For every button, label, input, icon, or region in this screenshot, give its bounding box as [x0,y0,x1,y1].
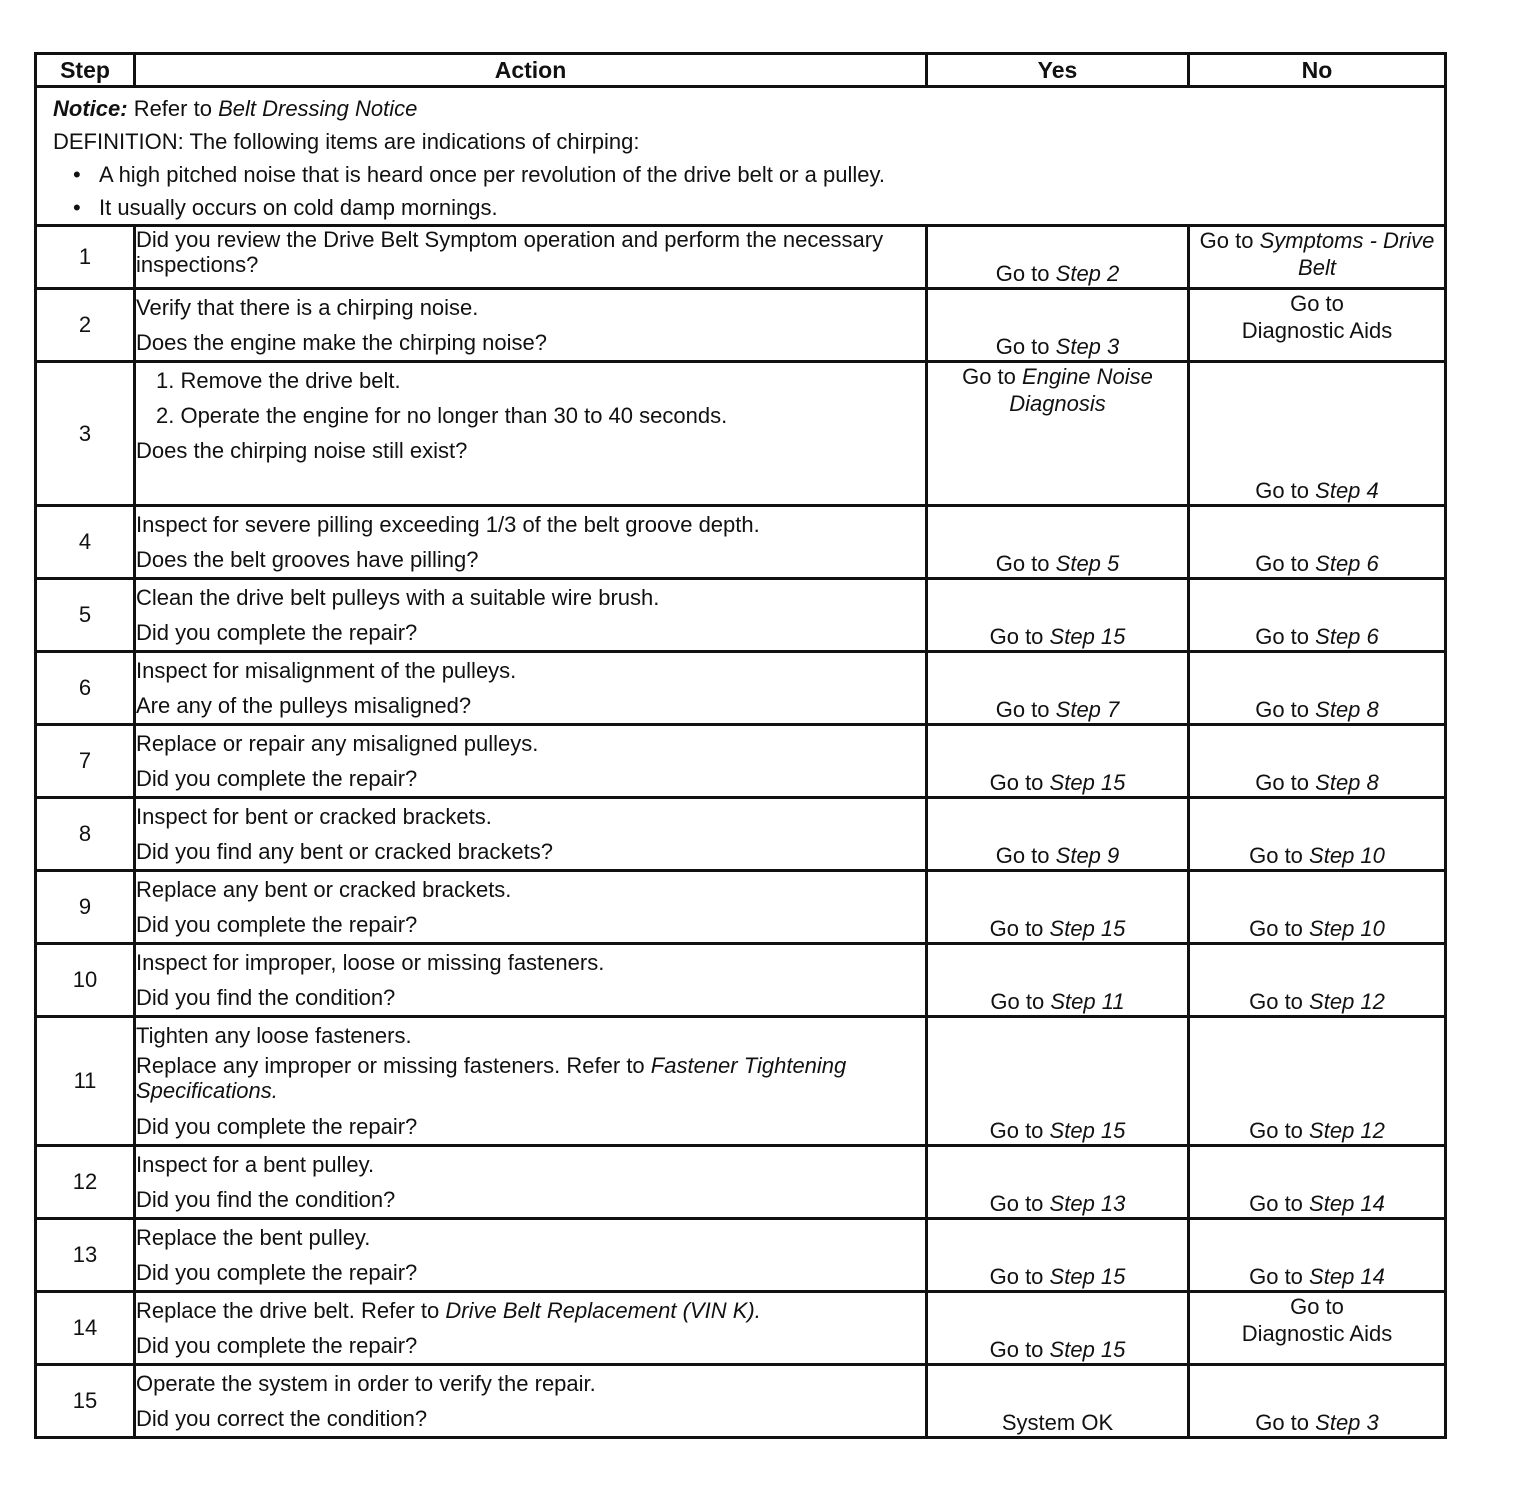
yes-goto: Go to [995,334,1050,359]
action-cell [135,289,927,362]
action-cell [135,1017,927,1146]
step-number [36,1219,135,1292]
no-reference: Step 8 [1315,697,1379,722]
action-question: Did you find any bent or cracked brackets? [136,839,554,864]
no-reference: Step 6 [1315,551,1379,576]
notice-prefix: Refer to [133,96,212,121]
step-row [36,652,1446,725]
action-text: Clean the drive belt pulleys with a suitable wire brush. [136,585,660,610]
no-reference: Symptoms - Drive Belt [1259,228,1435,280]
yes-cell [927,579,1189,652]
step-row [36,579,1446,652]
yes-goto: Go to [995,261,1050,286]
no-cell [1189,289,1446,362]
step-number-text: 13 [72,1242,98,1267]
step-number-text: 6 [78,675,92,700]
yes-cell [927,652,1189,725]
yes-cell [927,725,1189,798]
yes-cell [927,1365,1189,1438]
no-reference: Step 10 [1309,843,1385,868]
step-row [36,289,1446,362]
no-goto: Go to [1255,697,1310,722]
action-text: Inspect for severe pilling exceeding 1/3 of the belt groove depth. [136,512,760,537]
no-cell [1189,1146,1446,1219]
step-number-text: 11 [73,1068,97,1093]
no-goto: Go to [1249,843,1303,868]
yes-goto: Go to [995,551,1050,576]
no-goto: Go to [1290,1294,1344,1319]
header-yes: Yes [927,54,1189,87]
step-row [36,226,1446,289]
step-number [36,506,135,579]
action-question: Are any of the pulleys misaligned? [136,693,472,718]
action-question: Did you find the condition? [136,1187,396,1212]
no-cell [1189,362,1446,506]
action-substep: 2. Operate the engine for no longer than 30 to 40 seconds. [156,403,728,428]
yes-reference: Step 15 [1049,916,1126,941]
no-cell [1189,652,1446,725]
step-row [36,798,1446,871]
step-row [36,944,1446,1017]
step-row [36,725,1446,798]
action-text: Tighten any loose fasteners. [136,1023,412,1048]
yes-cell [927,362,1189,506]
yes-goto: Go to [989,624,1044,649]
no-cell [1189,226,1446,289]
yes-reference: Engine Noise Diagnosis [1009,364,1153,416]
notice-line [53,92,1444,125]
action-cell [135,725,927,798]
action-text: Inspect for misalignment of the pulleys. [136,658,517,683]
no-cell [1189,725,1446,798]
step-number [36,1146,135,1219]
yes-reference: Step 15 [1049,624,1126,649]
action-text: Replace or repair any misaligned pulleys. [136,731,539,756]
step-number-text: 10 [72,967,98,992]
yes-cell [927,1017,1189,1146]
action-text [136,1293,925,1328]
action-text-part: Replace any improper or missing fasteners. Refer to [136,1053,645,1078]
yes-reference: Step 5 [1055,551,1120,576]
action-cell [135,944,927,1017]
action-cell [135,579,927,652]
yes-reference: Step 15 [1049,1337,1126,1362]
no-cell [1189,944,1446,1017]
action-cell [135,1365,927,1438]
no-reference: Step 12 [1309,989,1385,1014]
header-row [36,54,1446,87]
action-text: Inspect for bent or cracked brackets. [136,804,492,829]
yes-goto: Go to [990,989,1045,1014]
step-number [36,725,135,798]
step-row [36,1219,1446,1292]
yes-reference: Step 11 [1050,989,1125,1014]
action-question: Does the chirping noise still exist? [136,438,468,463]
yes-reference: Step 15 [1049,1118,1126,1143]
step-number-text: 8 [78,821,92,846]
header-step: Step [36,54,135,87]
action-question: Did you complete the repair? [136,1333,418,1358]
yes-goto: Go to [995,843,1050,868]
yes-goto: Go to [989,1264,1044,1289]
definition-text: DEFINITION: The following items are indications of chirping: [53,129,640,154]
action-cell [135,871,927,944]
yes-reference: Step 15 [1049,1264,1126,1289]
step-row [36,871,1446,944]
step-number [36,362,135,506]
yes-goto: Go to [989,1337,1044,1362]
step-number [36,226,135,289]
no-reference: Step 4 [1315,478,1379,503]
action-cell [135,226,927,289]
action-cell [135,506,927,579]
action-question: Did you complete the repair? [136,620,418,645]
step-number [36,1365,135,1438]
notice-cell [36,87,1446,226]
no-reference: Step 14 [1309,1191,1385,1216]
action-text: Did you review the Drive Belt Symptom operation and perform the necessary inspections? [136,227,884,277]
notice-row [36,87,1446,226]
yes-goto: Go to [989,916,1044,941]
step-number [36,1017,135,1146]
no-reference: Diagnostic Aids [1241,1321,1393,1346]
no-goto: Go to [1255,478,1310,503]
action-question: Did you complete the repair? [136,1260,418,1285]
action-question: Did you complete the repair? [136,1114,418,1139]
step-row [36,362,1446,506]
no-goto: Go to [1249,989,1303,1014]
action-cell [135,798,927,871]
action-cell [135,1146,927,1219]
action-cell [135,362,927,506]
notice-reference: Belt Dressing Notice [218,96,418,121]
yes-goto: Go to [989,1118,1044,1143]
no-cell [1189,1219,1446,1292]
yes-goto: Go to [989,770,1044,795]
no-reference: Step 3 [1315,1410,1379,1435]
step-number-text: 1 [78,244,92,269]
header-no: No [1189,54,1446,87]
action-text: Operate the system in order to verify the repair. [136,1371,596,1396]
no-reference: Step 14 [1309,1264,1385,1289]
action-text: Replace any bent or cracked brackets. [136,877,512,902]
yes-goto: Go to [989,1191,1044,1216]
yes-cell [927,944,1189,1017]
yes-cell [927,226,1189,289]
step-number [36,871,135,944]
diagnostic-table [34,52,1447,1439]
action-question: Did you complete the repair? [136,912,418,937]
action-text: Replace the bent pulley. [136,1225,371,1250]
step-number-text: 7 [78,748,92,773]
action-text: Inspect for improper, loose or missing fasteners. [136,950,605,975]
step-number-text: 5 [78,602,92,627]
no-goto: Go to [1249,1191,1303,1216]
action-substep: 1. Remove the drive belt. [156,368,401,393]
no-goto: Go to [1249,1118,1303,1143]
no-goto: Go to [1255,1410,1310,1435]
yes-reference: Step 7 [1055,697,1120,722]
yes-cell [927,506,1189,579]
no-goto: Go to [1199,228,1254,253]
action-cell [135,652,927,725]
action-question: Does the engine make the chirping noise? [136,330,547,355]
action-reference: Fastener Tightening Specifications. [136,1053,847,1103]
yes-goto: Go to [995,697,1050,722]
step-number-text: 3 [78,420,92,446]
step-number-text: 14 [72,1315,98,1340]
no-goto: Go to [1249,916,1303,941]
no-cell [1189,1017,1446,1146]
yes-cell [927,1146,1189,1219]
step-number [36,944,135,1017]
no-reference: Step 6 [1315,624,1379,649]
step-number [36,798,135,871]
step-row [36,1017,1446,1146]
no-goto: Go to [1255,770,1310,795]
step-row [36,1146,1446,1219]
action-text: Verify that there is a chirping noise. [136,295,479,320]
yes-cell [927,871,1189,944]
action-question: Did you correct the condition? [136,1406,428,1431]
step-number-text: 12 [72,1169,98,1194]
bullet-item: • It usually occurs on cold damp mornings. [73,195,498,220]
action-reference: Drive Belt Replacement (VIN K). [445,1298,761,1323]
action-text [136,1053,925,1103]
step-row [36,506,1446,579]
yes-cell [927,798,1189,871]
step-number-text: 4 [78,529,92,554]
yes-reference: Step 2 [1055,261,1120,286]
action-cell [135,1219,927,1292]
no-reference: Diagnostic Aids [1241,318,1393,343]
step-row [36,1365,1446,1438]
action-text-part: Replace the drive belt. Refer to [136,1298,440,1323]
step-number-text: 9 [78,894,92,919]
yes-reference: Step 13 [1049,1191,1126,1216]
yes-result: System OK [1001,1410,1114,1435]
step-number [36,652,135,725]
step-row [36,1292,1446,1365]
no-reference: Step 8 [1315,770,1379,795]
no-reference: Step 10 [1309,916,1385,941]
no-goto: Go to [1255,551,1310,576]
no-cell [1189,1365,1446,1438]
yes-cell [927,289,1189,362]
header-action: Action [135,54,927,87]
no-goto: Go to [1290,291,1344,316]
action-cell [135,1292,927,1365]
action-question: Did you complete the repair? [136,766,418,791]
step-number [36,289,135,362]
step-number [36,1292,135,1365]
yes-goto: Go to [962,364,1016,389]
no-goto: Go to [1255,624,1310,649]
yes-cell [927,1292,1189,1365]
no-cell [1189,871,1446,944]
no-cell [1189,798,1446,871]
bullet-item: • A high pitched noise that is heard once per revolution of the drive belt or a pulley. [73,162,885,187]
yes-reference: Step 3 [1055,334,1120,359]
no-cell [1189,579,1446,652]
notice-label: Notice: [53,96,128,121]
yes-cell [927,1219,1189,1292]
action-question: Does the belt grooves have pilling? [136,547,479,572]
action-question: Did you find the condition? [136,985,396,1010]
no-reference: Step 12 [1309,1118,1385,1143]
yes-reference: Step 9 [1055,843,1120,868]
step-number-text: 2 [78,312,92,337]
no-goto: Go to [1249,1264,1303,1289]
no-cell [1189,1292,1446,1365]
step-number-text: 15 [72,1388,98,1413]
no-cell [1189,506,1446,579]
yes-reference: Step 15 [1049,770,1126,795]
step-number [36,579,135,652]
action-text: Inspect for a bent pulley. [136,1152,375,1177]
